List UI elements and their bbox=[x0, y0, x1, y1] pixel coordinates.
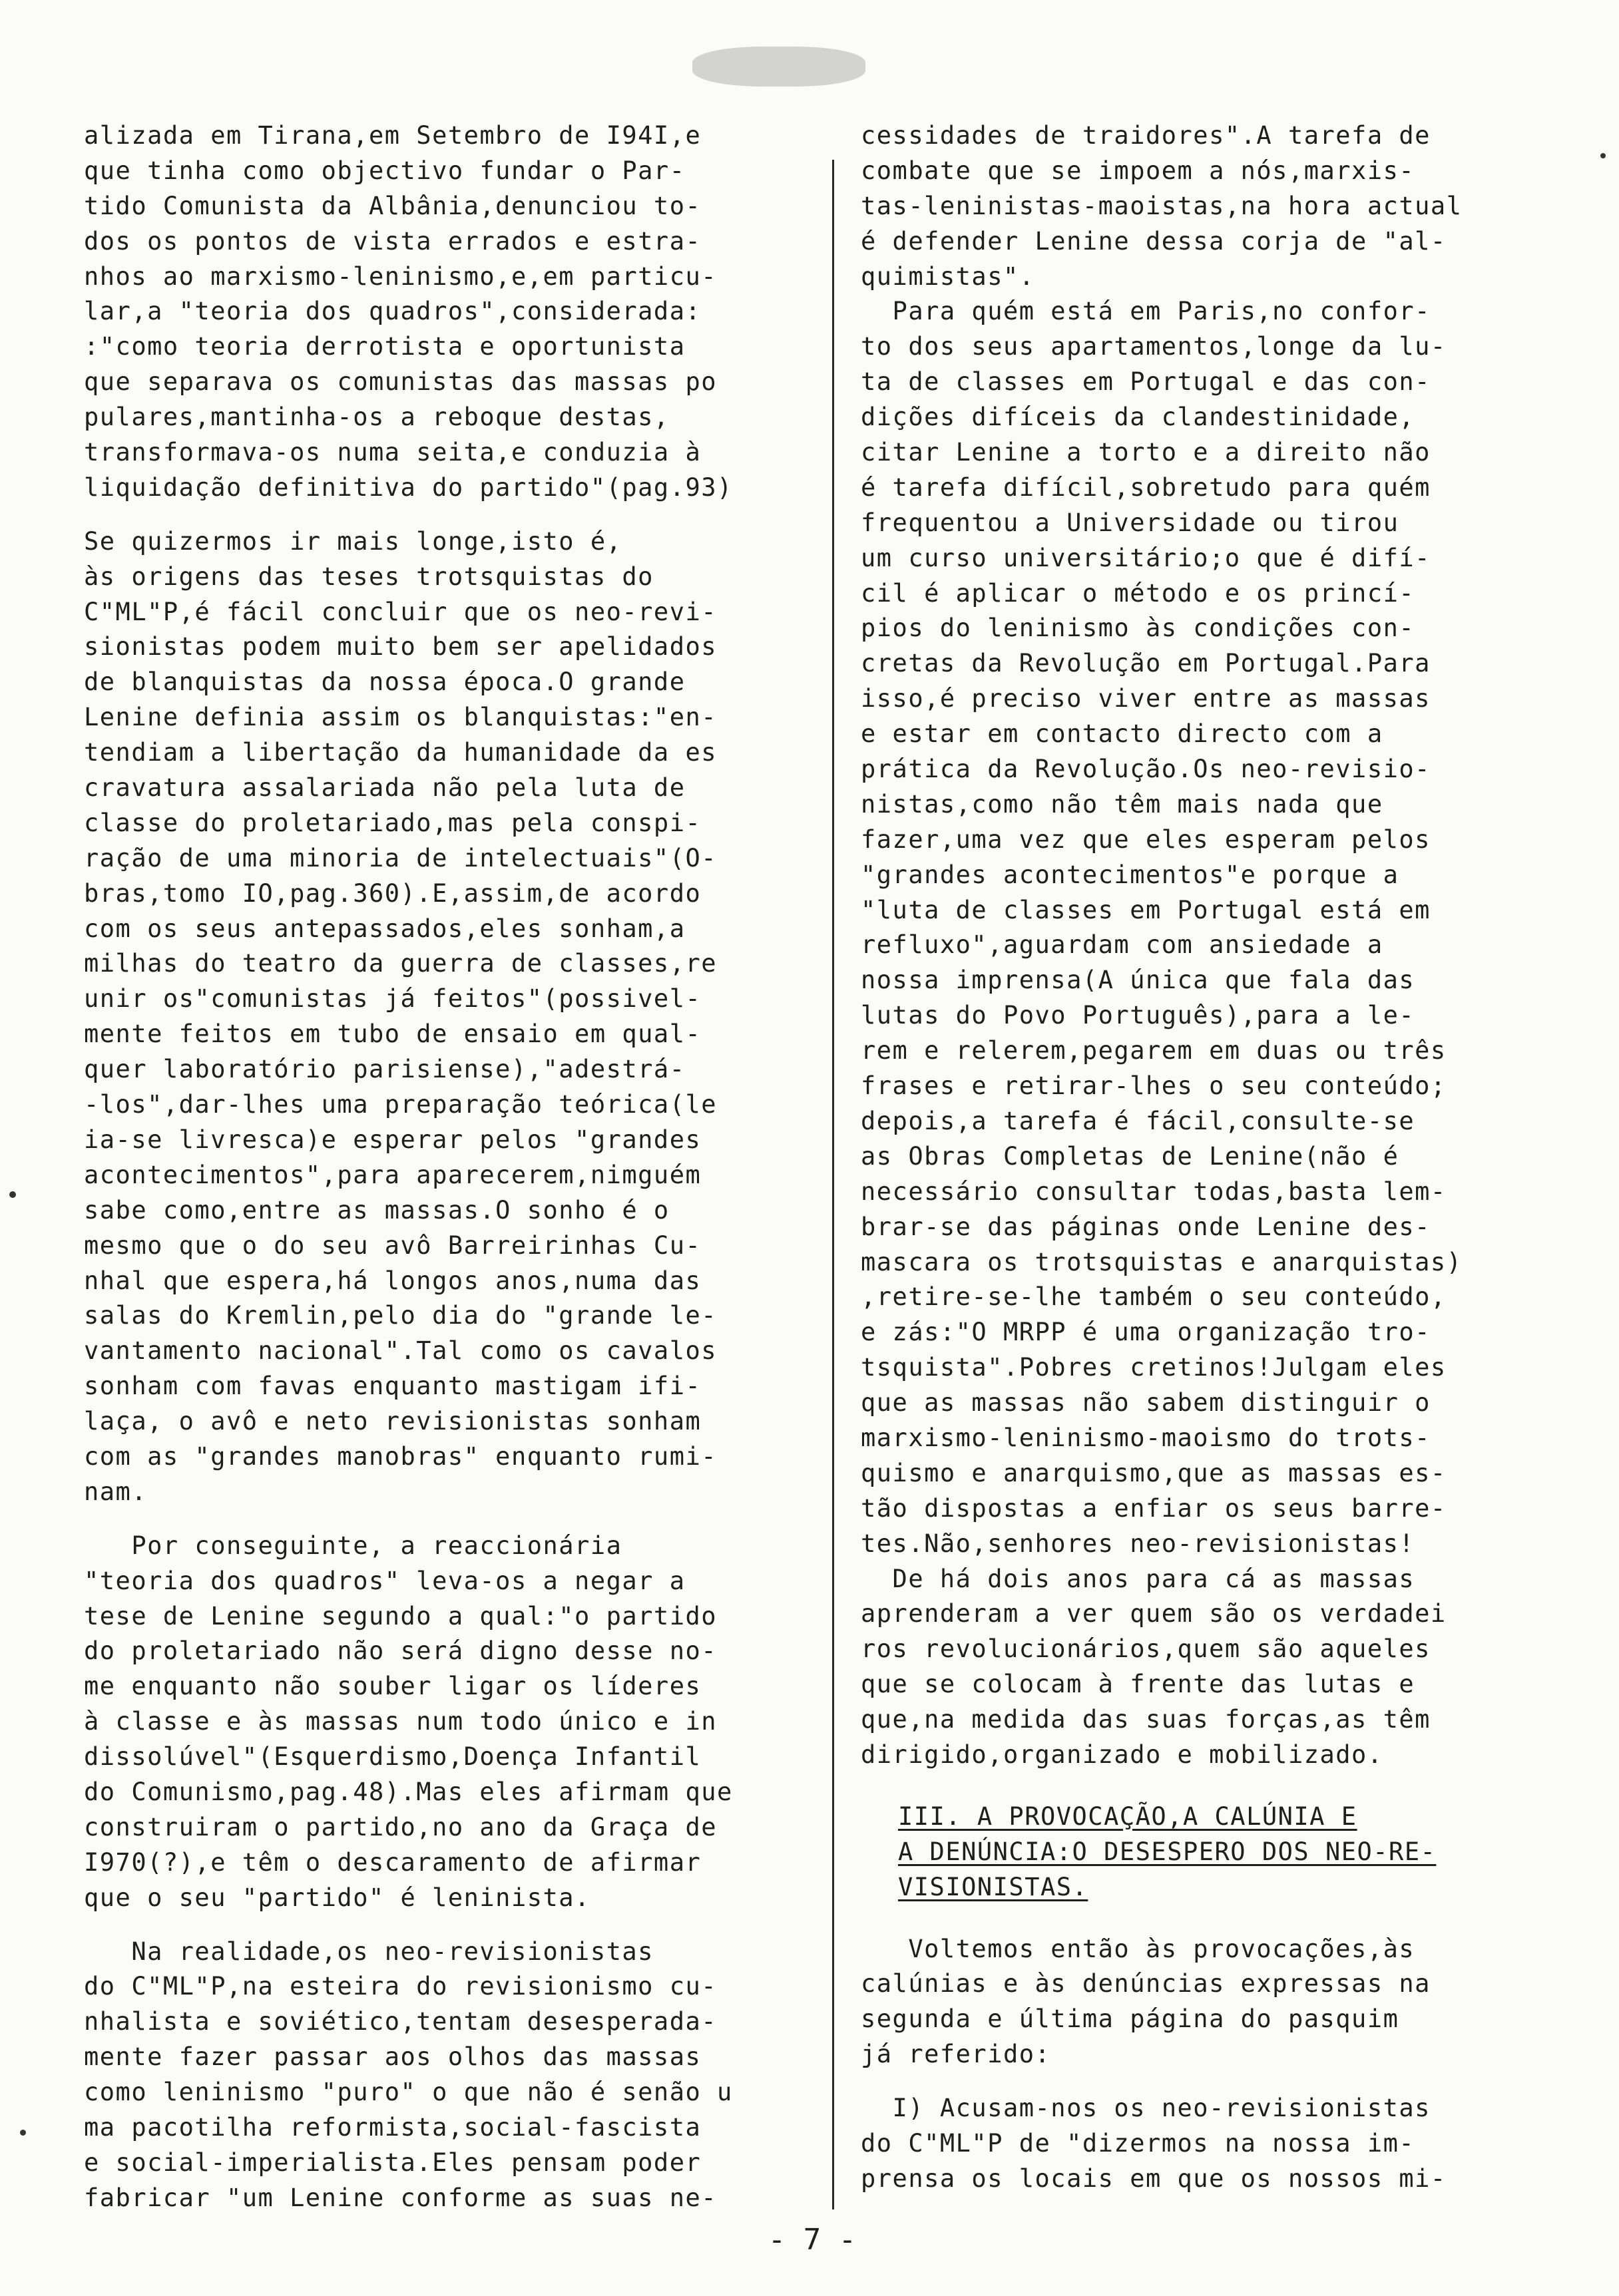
text-line: sabe como,entre as massas.O sonho é o bbox=[84, 1195, 670, 1225]
text-line: segunda e última página do pasquim bbox=[861, 2005, 1399, 2034]
right-column bbox=[861, 118, 1556, 2197]
text-line: mascara os trotsquistas e anarquistas) bbox=[861, 1247, 1463, 1276]
text-line: Se quizermos ir mais longe,isto é, bbox=[84, 526, 622, 556]
text-line: "luta de classes em Portugal está em bbox=[861, 895, 1431, 924]
text-line: tas-leninistas-maoistas,na hora actual bbox=[861, 191, 1463, 220]
text-line: frases e retirar-lhes o seu conteúdo; bbox=[861, 1071, 1447, 1101]
text-line: cravatura assalariada não pela luta de bbox=[84, 773, 686, 803]
text-line: dirigido,organizado e mobilizado. bbox=[861, 1740, 1383, 1769]
text-line: quismo e anarquismo,que as massas es- bbox=[861, 1458, 1447, 1487]
text-line: dissolúvel"(Esquerdismo,Doença Infantil bbox=[84, 1742, 702, 1772]
right-paragraph bbox=[861, 2091, 1556, 2197]
text-line: que separava os comunistas das massas po bbox=[84, 367, 718, 397]
text-line: -los",dar-lhes uma preparação teórica(le bbox=[84, 1090, 718, 1119]
text-line: tão dispostas a enfiar os seus barre- bbox=[861, 1493, 1447, 1523]
text-line: "teoria dos quadros" leva-os a negar a bbox=[84, 1566, 686, 1595]
text-line: combate que se impoem a nós,marxis- bbox=[861, 156, 1415, 185]
text-line: às origens das teses trotsquistas do bbox=[84, 562, 654, 591]
text-line: que tinha como objectivo fundar o Par- bbox=[84, 156, 686, 185]
right-column-text-bottom bbox=[861, 1932, 1556, 2197]
text-line: "grandes acontecimentos"e porque a bbox=[861, 860, 1399, 889]
text-line: nam. bbox=[84, 1477, 148, 1506]
scan-speck bbox=[1600, 153, 1606, 158]
text-line: nossa imprensa(A única que fala das bbox=[861, 966, 1415, 995]
text-line: frequentou a Universidade ou tirou bbox=[861, 508, 1399, 537]
text-line: do proletariado não será digno desse no- bbox=[84, 1636, 718, 1666]
text-line: que as massas não sabem distinguir o bbox=[861, 1388, 1431, 1418]
text-line: to dos seus apartamentos,longe da lu- bbox=[861, 332, 1447, 361]
text-line: me enquanto não souber ligar os líderes bbox=[84, 1672, 702, 1701]
text-line: Voltemos então às provocações,às bbox=[861, 1934, 1415, 1963]
text-line: construiram o partido,no ano da Graça de bbox=[84, 1812, 718, 1841]
text-line: com as "grandes manobras" enquanto rumi- bbox=[84, 1441, 718, 1471]
text-line: cil é aplicar o método e os princí- bbox=[861, 578, 1415, 608]
text-line: Para quém está em Paris,no confor- bbox=[861, 297, 1431, 326]
left-paragraph bbox=[84, 1529, 803, 1916]
text-line: um curso universitário;o que é difí- bbox=[861, 543, 1431, 572]
text-line: prática da Revolução.Os neo-revisio- bbox=[861, 755, 1431, 784]
text-line: ia-se livresca)e esperar pelos "grandes bbox=[84, 1125, 702, 1154]
text-line: e estar em contacto directo com a bbox=[861, 719, 1383, 749]
text-line: ma pacotilha reformista,social-fascista bbox=[84, 2112, 702, 2142]
text-line: do Comunismo,pag.48).Mas eles afirmam que bbox=[84, 1777, 733, 1806]
text-line: pios do leninismo às condições con- bbox=[861, 614, 1415, 643]
text-line: lutas do Povo Português),para a le- bbox=[861, 1001, 1415, 1030]
text-line: ros revolucionários,quem são aqueles bbox=[861, 1634, 1431, 1664]
text-line: mente fazer passar aos olhos das massas bbox=[84, 2042, 702, 2072]
text-line: milhas do teatro da guerra de classes,re bbox=[84, 949, 718, 978]
text-line: mesmo que o do seu avô Barreirinhas Cu- bbox=[84, 1231, 702, 1260]
text-line: refluxo",aguardam com ansiedade a bbox=[861, 930, 1383, 960]
text-line: necessário consultar todas,basta lem- bbox=[861, 1177, 1447, 1206]
text-line: calúnias e às denúncias expressas na bbox=[861, 1969, 1431, 1999]
text-line: de blanquistas da nossa época.O grande bbox=[84, 668, 686, 697]
text-line: cretas da Revolução em Portugal.Para bbox=[861, 649, 1431, 678]
text-line: como leninismo "puro" o que não é senão u bbox=[84, 2078, 733, 2107]
right-column-text-top bbox=[861, 118, 1556, 1773]
left-column bbox=[84, 118, 803, 2216]
text-line: é tarefa difícil,sobretudo para quém bbox=[861, 473, 1431, 502]
text-line: acontecimentos",para aparecerem,nimguém bbox=[84, 1160, 702, 1189]
column-divider bbox=[832, 160, 834, 2209]
text-line: vantamento nacional".Tal como os cavalos bbox=[84, 1336, 718, 1366]
text-line: cessidades de traidores".A tarefa de bbox=[861, 121, 1431, 150]
text-line: mente feitos em tubo de ensaio em qual- bbox=[84, 1020, 702, 1049]
text-line: e social-imperialista.Eles pensam poder bbox=[84, 2148, 702, 2177]
text-line: sionistas podem muito bem ser apelidados bbox=[84, 632, 718, 662]
left-paragraph bbox=[84, 524, 803, 1510]
text-line: sonham com favas enquanto mastigam ifi- bbox=[84, 1372, 702, 1401]
left-paragraph bbox=[84, 1935, 803, 2216]
text-line: quer laboratório parisiense),"adestrá- bbox=[84, 1055, 686, 1084]
text-line: bras,tomo IO,pag.360).E,assim,de acordo bbox=[84, 878, 702, 908]
section-heading-line: VISIONISTAS. bbox=[898, 1872, 1088, 1901]
text-line: brar-se das páginas onde Lenine des- bbox=[861, 1212, 1431, 1241]
scan-speck bbox=[9, 1191, 16, 1198]
text-line: do C"ML"P,na esteira do revisionismo cu- bbox=[84, 1972, 718, 2001]
text-line: fabricar "um Lenine conforme as suas ne- bbox=[84, 2183, 718, 2212]
text-line: dições difíceis da clandestinidade, bbox=[861, 403, 1415, 432]
section-heading-line: III. A PROVOCAÇÃO,A CALÚNIA E bbox=[898, 1802, 1357, 1831]
text-line: laça, o avô e neto revisionistas sonham bbox=[84, 1407, 702, 1436]
text-line: nhal que espera,há longos anos,numa das bbox=[84, 1266, 702, 1295]
text-line: aprenderam a ver quem são os verdadei bbox=[861, 1599, 1447, 1628]
text-line: De há dois anos para cá as massas bbox=[861, 1564, 1415, 1593]
left-paragraph bbox=[84, 118, 803, 506]
text-line: as Obras Completas de Lenine(não é bbox=[861, 1141, 1399, 1171]
text-line: quimistas". bbox=[861, 262, 1035, 291]
text-line: do C"ML"P de "dizermos na nossa im- bbox=[861, 2128, 1415, 2158]
text-line: pulares,mantinha-os a reboque destas, bbox=[84, 403, 670, 432]
text-line: tendiam a libertação da humanidade da es bbox=[84, 738, 718, 767]
text-line: e zás:"O MRPP é uma organização tro- bbox=[861, 1318, 1431, 1347]
text-line: nistas,como não têm mais nada que bbox=[861, 789, 1383, 819]
right-paragraph bbox=[861, 1932, 1556, 2073]
scan-smudge bbox=[692, 47, 865, 87]
scan-speck bbox=[20, 2130, 26, 2136]
text-line: dos os pontos de vista errados e estra- bbox=[84, 226, 702, 256]
text-line: unir os"comunistas já feitos"(possivel- bbox=[84, 984, 702, 1014]
section-heading-line: A DENÚNCIA:O DESESPERO DOS NEO-RE- bbox=[898, 1837, 1437, 1866]
text-line: já referido: bbox=[861, 2040, 1051, 2069]
text-line: salas do Kremlin,pelo dia do "grande le- bbox=[84, 1301, 718, 1330]
text-line: nhalista e soviético,tentam desesperada- bbox=[84, 2007, 718, 2036]
text-line: marxismo-leninismo-maoismo do trots- bbox=[861, 1423, 1431, 1452]
text-line: é defender Lenine dessa corja de "al- bbox=[861, 226, 1447, 256]
text-line: Por conseguinte, a reaccionária bbox=[84, 1531, 622, 1560]
text-line: transformava-os numa seita,e conduzia à bbox=[84, 438, 702, 467]
text-line: Lenine definia assim os blanquistas:"en- bbox=[84, 703, 718, 732]
text-line: Na realidade,os neo-revisionistas bbox=[84, 1937, 654, 1966]
text-line: alizada em Tirana,em Setembro de I94I,e bbox=[84, 121, 702, 150]
text-line: classe do proletariado,mas pela conspi- bbox=[84, 808, 702, 837]
text-line: tido Comunista da Albânia,denunciou to- bbox=[84, 191, 702, 220]
text-line: liquidação definitiva do partido"(pag.93) bbox=[84, 473, 733, 502]
text-line: isso,é preciso viver entre as massas bbox=[861, 684, 1431, 713]
page-number: - 7 - bbox=[768, 2223, 857, 2257]
text-line: ta de classes em Portugal e das con- bbox=[861, 367, 1431, 397]
text-line: rem e relerem,pegarem em duas ou três bbox=[861, 1036, 1447, 1065]
text-line: lar,a "teoria dos quadros",considerada: bbox=[84, 297, 702, 326]
text-line: com os seus antepassados,eles sonham,a bbox=[84, 914, 686, 943]
text-line: tese de Lenine segundo a qual:"o partido bbox=[84, 1601, 718, 1630]
text-line: tes.Não,senhores neo-revisionistas! bbox=[861, 1529, 1415, 1558]
text-line: depois,a tarefa é fácil,consulte-se bbox=[861, 1106, 1415, 1135]
text-line: que se colocam à frente das lutas e bbox=[861, 1670, 1415, 1699]
text-line: que,na medida das suas forças,as têm bbox=[861, 1705, 1431, 1734]
right-paragraph bbox=[861, 118, 1556, 1773]
text-line: nhos ao marxismo-leninismo,e,em particu- bbox=[84, 262, 718, 291]
text-line: ração de uma minoria de intelectuais"(O- bbox=[84, 843, 718, 872]
text-line: à classe e às massas num todo único e in bbox=[84, 1707, 718, 1736]
text-line: ,retire-se-lhe também o seu conteúdo, bbox=[861, 1282, 1447, 1312]
text-line: I970(?),e têm o descaramento de afirmar bbox=[84, 1847, 702, 1877]
text-line: prensa os locais em que os nossos mi- bbox=[861, 2164, 1447, 2193]
section-heading bbox=[898, 1800, 1556, 1905]
text-line: citar Lenine a torto e a direito não bbox=[861, 438, 1431, 467]
text-line: C"ML"P,é fácil concluir que os neo-revi- bbox=[84, 597, 718, 626]
text-line: I) Acusam-nos os neo-revisionistas bbox=[861, 2094, 1431, 2123]
text-line: tsquista".Pobres cretinos!Julgam eles bbox=[861, 1353, 1447, 1382]
text-line: :"como teoria derrotista e oportunista bbox=[84, 332, 686, 361]
text-line: fazer,uma vez que eles esperam pelos bbox=[861, 825, 1431, 854]
text-line: que o seu "partido" é leninista. bbox=[84, 1883, 590, 1912]
